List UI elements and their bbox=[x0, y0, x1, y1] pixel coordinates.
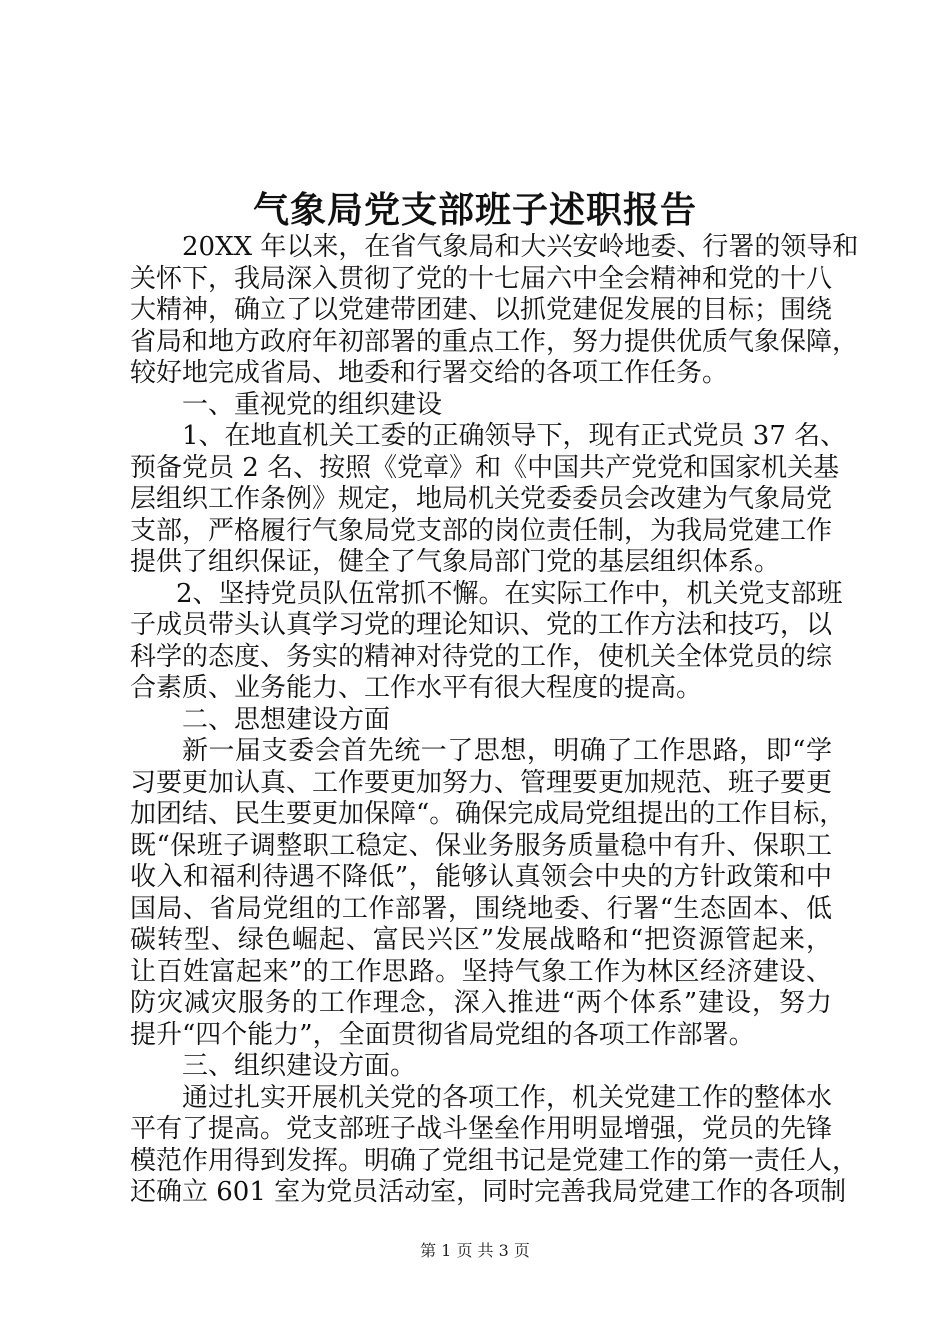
paragraph-line: 提升“四个能力”，全面贯彻省局党组的各项工作部署。 bbox=[130, 1019, 755, 1050]
paragraph-line: 模范作用得到发挥。明确了党组书记是党建工作的第一责任人， bbox=[130, 1145, 859, 1176]
paragraph-line: 防灾减灾服务的工作理念，深入推进“两个体系”建设，努力 bbox=[130, 988, 832, 1018]
paragraph-line: 大精神，确立了以党建带团建、以抓党建促发展的目标；围绕 bbox=[130, 295, 833, 325]
paragraph-line: 预备党员 2 名、按照《党章》和《中国共产党党和国家机关基 bbox=[130, 452, 840, 483]
paragraph-line: 还确立 601 室为党员活动室，同时完善我局党建工作的各项制 bbox=[130, 1177, 847, 1207]
paragraph-line: 科学的态度、务实的精神对待党的工作，使机关全体党员的综 bbox=[130, 641, 833, 672]
paragraph-line: 加团结、民生要更加保障“。确保完成局党组提出的工作目标， bbox=[130, 799, 846, 829]
section-heading: 三、组织建设方面。 bbox=[182, 1051, 417, 1081]
paragraph-line: 省局和地方政府年初部署的重点工作，努力提供优质气象保障， bbox=[130, 326, 859, 357]
paragraph-line: 20XX 年以来，在省气象局和大兴安岭地委、行署的领导和 bbox=[182, 232, 859, 262]
paragraph-line: 提供了组织保证，健全了气象局部门党的基层组织体系。 bbox=[130, 547, 781, 577]
paragraph-line: 收入和福利待遇不降低”，能够认真领会中央的方针政策和中 bbox=[130, 862, 832, 892]
paragraph-line: 1、在地直机关工委的正确领导下，现有正式党员 37 名、 bbox=[182, 421, 847, 451]
document-title: 气象局党支部班子述职报告 bbox=[252, 189, 697, 231]
paragraph-line: 国局、省局党组的工作部署，围绕地委、行署“生态固本、低 bbox=[130, 893, 832, 924]
document-body bbox=[130, 232, 859, 1209]
paragraph-line: 碳转型、绿色崛起、富民兴区”发展战略和“把资源管起来， bbox=[130, 925, 832, 955]
paragraph-line: 习要更加认真、工作要更加努力、管理要更加规范、班子要更 bbox=[130, 767, 833, 798]
paragraph-line: 较好地完成省局、地委和行署交给的各项工作任务。 bbox=[130, 358, 729, 388]
paragraph-line: 让百姓富起来”的工作思路。坚持气象工作为林区经济建设、 bbox=[130, 956, 832, 987]
paragraph-line: 新一届支委会首先统一了思想，明确了工作思路，即“学 bbox=[182, 736, 832, 766]
page-number-footer: 第 1 页 共 3 页 bbox=[420, 1241, 530, 1260]
paragraph-line: 合素质、业务能力、工作水平有很大程度的提高。 bbox=[130, 673, 703, 703]
paragraph-line: 子成员带头认真学习党的理论知识、党的工作方法和技巧，以 bbox=[130, 610, 833, 640]
paragraph-line: 层组织工作条例》规定，地局机关党委委员会改建为气象局党 bbox=[130, 484, 833, 514]
section-heading: 一、重视党的组织建设 bbox=[182, 389, 443, 420]
paragraph-line: 支部，严格履行气象局党支部的岗位责任制，为我局党建工作 bbox=[130, 515, 833, 546]
paragraph-line: 2、坚持党员队伍常抓不懈。在实际工作中，机关党支部班 bbox=[176, 578, 843, 609]
paragraph-line: 既“保班子调整职工稳定、保业务服务质量稳中有升、保职工 bbox=[130, 830, 832, 861]
paragraph-line: 关怀下，我局深入贯彻了党的十七届六中全会精神和党的十八 bbox=[130, 263, 833, 294]
section-heading: 二、思想建设方面 bbox=[182, 704, 391, 735]
paragraph-line: 通过扎实开展机关党的各项工作，机关党建工作的整体水 bbox=[182, 1082, 833, 1113]
paragraph-line: 平有了提高。党支部班子战斗堡垒作用明显增强，党员的先锋 bbox=[130, 1114, 833, 1144]
